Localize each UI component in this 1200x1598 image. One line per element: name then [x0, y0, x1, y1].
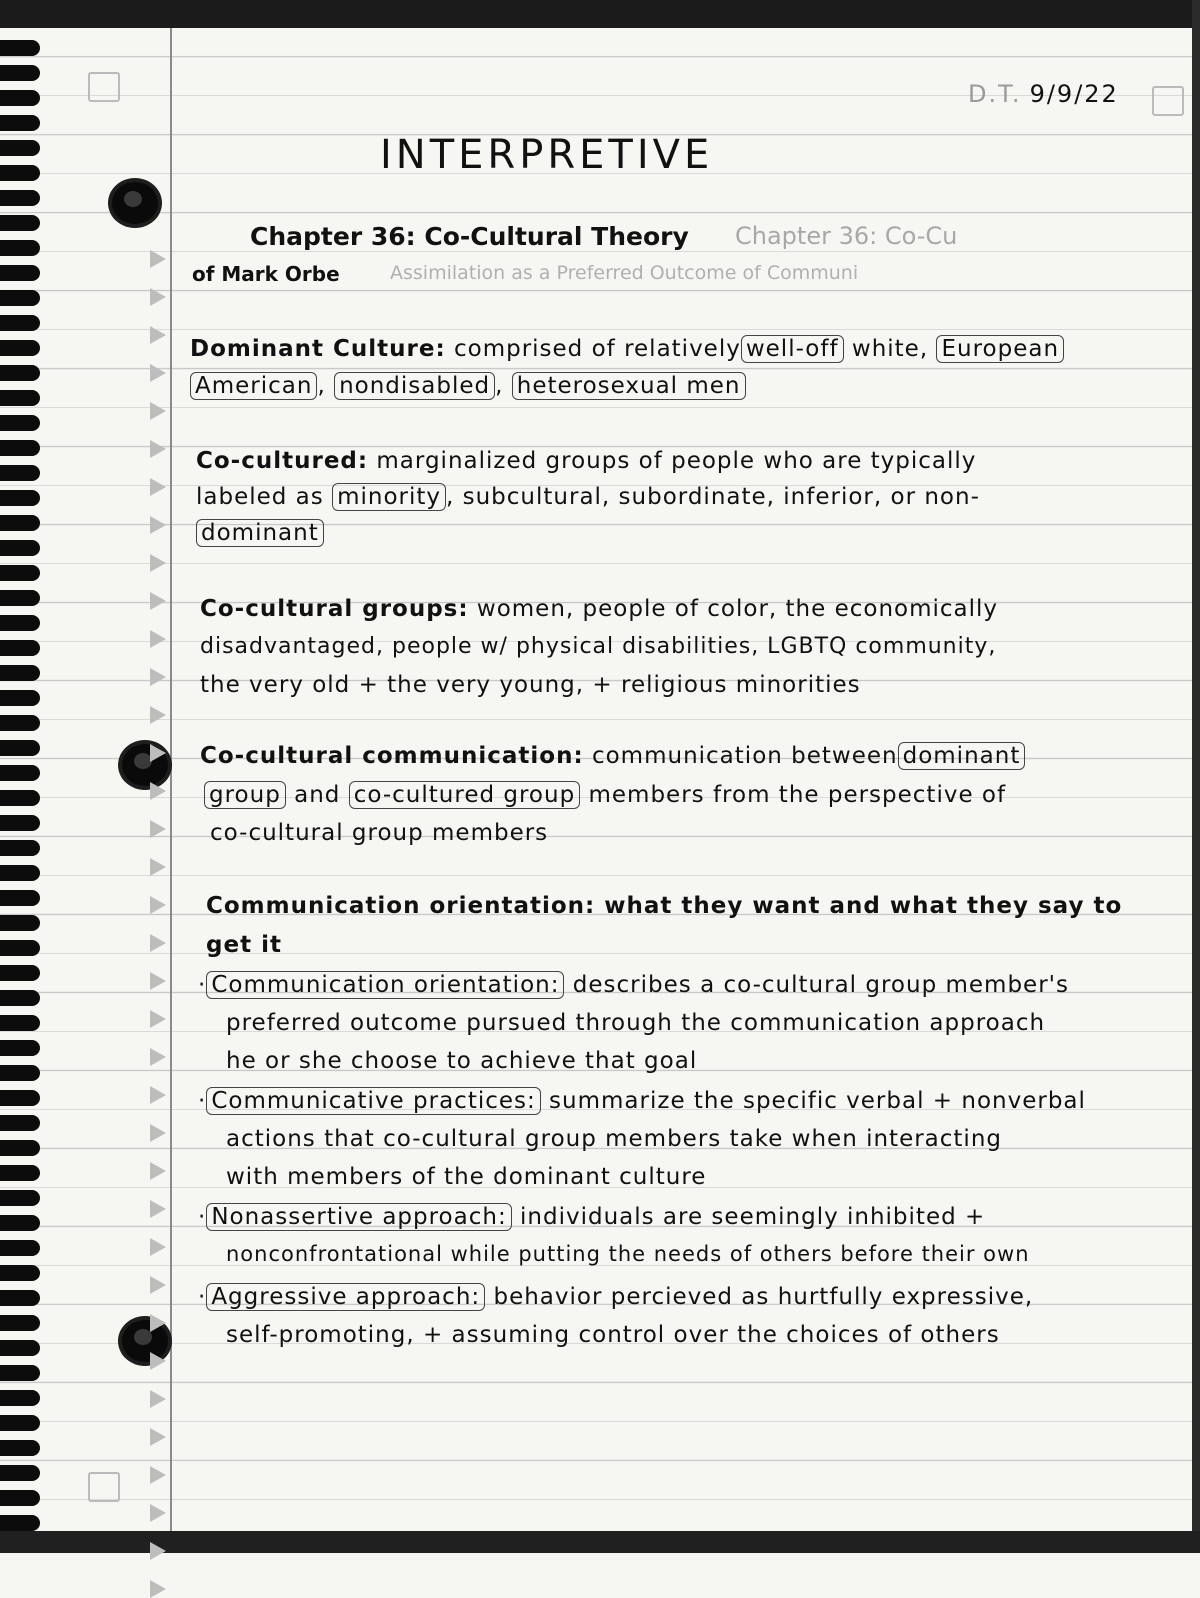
date-value: 9/9/22: [1029, 80, 1119, 108]
bullet-term: Communicative practices:: [206, 1087, 540, 1115]
definition-text: women, people of color, the economically: [476, 596, 999, 622]
spiral-coil: [0, 315, 40, 331]
margin-triangle-icon: [150, 1162, 166, 1180]
spiral-binding: [0, 40, 44, 1540]
margin-triangle-icon: [150, 326, 166, 344]
spiral-coil: [0, 565, 40, 581]
spiral-coil: [0, 1340, 40, 1356]
entry-co-cultural-groups-line2: disadvantaged, people w/ physical disabilities, LGBTQ community,: [200, 634, 997, 659]
bullet-line: actions that co-cultural group members take when interacting: [226, 1126, 1002, 1152]
spiral-coil: [0, 1390, 40, 1406]
spiral-coil: [0, 715, 40, 731]
spiral-coil: [0, 1090, 40, 1106]
margin-triangle-icon: [150, 440, 166, 458]
spiral-coil: [0, 340, 40, 356]
spiral-coil: [0, 515, 40, 531]
spiral-coil: [0, 915, 40, 931]
boxed-word: co-cultured group: [349, 781, 580, 809]
margin-triangle-icon: [150, 820, 166, 838]
bullet-line: nonconfrontational while putting the needs of others before their own: [226, 1242, 1030, 1266]
spiral-coil: [0, 1515, 40, 1531]
spiral-coil: [0, 215, 40, 231]
term: Co-cultured:: [196, 448, 369, 474]
spiral-coil: [0, 690, 40, 706]
corner-mark-icon: [1152, 86, 1184, 116]
spiral-coil: [0, 1290, 40, 1306]
spiral-coil: [0, 1440, 40, 1456]
chapter-heading: Chapter 36: Co-Cultural Theory: [250, 222, 689, 251]
margin-triangle-icon: [150, 1124, 166, 1142]
scan-edge-bottom: [0, 1531, 1200, 1553]
boxed-word: American: [190, 372, 317, 400]
margin-triangle-icon: [150, 402, 166, 420]
spiral-coil: [0, 90, 40, 106]
spiral-coil: [0, 165, 40, 181]
margin-triangle-icon: [150, 478, 166, 496]
entry-co-cultural-groups: [200, 596, 998, 622]
definition-text: members from the perspective of: [588, 782, 1007, 808]
spiral-coil: [0, 1215, 40, 1231]
spiral-coil: [0, 240, 40, 256]
margin-triangle-icon: [150, 1466, 166, 1484]
spiral-coil: [0, 65, 40, 81]
bullet-line: [198, 1088, 1086, 1114]
entry-dominant-culture-line2: [190, 373, 746, 399]
bullet-text: individuals are seemingly inhibited +: [511, 1204, 986, 1230]
margin-triangle-icon: [150, 1504, 166, 1522]
entry-dominant-culture: [190, 336, 1064, 362]
bullet-text: behavior percieved as hurtfully expressive,: [485, 1284, 1034, 1310]
margin-triangle-icon: [150, 1352, 166, 1370]
scan-edge-top: [0, 0, 1200, 28]
margin-triangle-icon: [150, 1276, 166, 1294]
bullet-line: [198, 1284, 1033, 1310]
boxed-word: well-off: [741, 335, 844, 363]
term: Co-cultural communication:: [200, 743, 584, 769]
margin-triangle-icon: [150, 516, 166, 534]
bullet-text: summarize the specific verbal + nonverbal: [540, 1088, 1086, 1114]
margin-triangle-icon: [150, 744, 166, 762]
definition-text: ,: [317, 373, 326, 399]
definition-text: comprised of relatively: [453, 336, 741, 362]
spiral-coil: [0, 1190, 40, 1206]
spiral-coil: [0, 365, 40, 381]
entry-co-cultured-line2: [196, 484, 980, 510]
definition-text: and: [294, 782, 341, 808]
margin-triangle-icon: [150, 1314, 166, 1332]
author-bleedthrough: Assimilation as a Preferred Outcome of Communi: [390, 262, 859, 284]
margin-triangle-icon: [150, 1580, 166, 1598]
margin-triangle-icon: [150, 554, 166, 572]
entry-co-cultured: [196, 448, 976, 474]
spiral-coil: [0, 740, 40, 756]
spiral-coil: [0, 990, 40, 1006]
spiral-coil: [0, 615, 40, 631]
spiral-coil: [0, 640, 40, 656]
bullet-line: [198, 972, 1069, 998]
spiral-coil: [0, 865, 40, 881]
spiral-coil: [0, 115, 40, 131]
date: [968, 80, 1119, 108]
date-faint: D.T.: [968, 80, 1022, 108]
bullet-line: he or she choose to achieve that goal: [226, 1048, 698, 1074]
spiral-coil: [0, 665, 40, 681]
spiral-coil: [0, 1040, 40, 1056]
spiral-coil: [0, 440, 40, 456]
margin-triangle-icon: [150, 706, 166, 724]
spiral-coil: [0, 140, 40, 156]
bullet-line: self-promoting, + assuming control over the choices of others: [226, 1322, 1000, 1348]
margin-triangle-icon: [150, 972, 166, 990]
spiral-coil: [0, 540, 40, 556]
margin-triangle-icon: [150, 858, 166, 876]
margin-triangle-icon: [150, 782, 166, 800]
margin-triangle-icon: [150, 934, 166, 952]
spiral-coil: [0, 1415, 40, 1431]
punch-hole: [108, 178, 162, 228]
spiral-coil: [0, 940, 40, 956]
spiral-coil: [0, 415, 40, 431]
definition-text: marginalized groups of people who are typically: [376, 448, 977, 474]
bullet-line: [198, 1204, 985, 1230]
definition-text: labeled as: [196, 484, 324, 510]
page-title: INTERPRETIVE: [380, 132, 714, 178]
entry-co-cultured-line3: [196, 520, 324, 546]
entry-co-cultural-groups-line3: the very old + the very young, + religious minorities: [200, 672, 861, 698]
spiral-coil: [0, 290, 40, 306]
boxed-word: minority: [332, 483, 446, 511]
spiral-coil: [0, 1065, 40, 1081]
margin-triangle-icon: [150, 896, 166, 914]
spiral-coil: [0, 1315, 40, 1331]
spiral-coil: [0, 1115, 40, 1131]
definition-text: white: [851, 336, 920, 362]
entry-communication-orientation-line2: get it: [206, 932, 282, 958]
definition-text: , subcultural, subordinate, inferior, or non-: [446, 484, 980, 510]
definition-text: what they want and what they say to: [604, 893, 1123, 919]
bullet-term: Aggressive approach:: [206, 1283, 485, 1311]
term: Dominant Culture:: [190, 336, 446, 362]
chapter-author: of Mark Orbe: [192, 262, 340, 286]
boxed-word: group: [204, 781, 286, 809]
spiral-coil: [0, 1465, 40, 1481]
scan-edge-right: [1192, 0, 1200, 1553]
spiral-coil: [0, 1140, 40, 1156]
corner-mark-icon: [88, 1472, 120, 1502]
margin-triangle-icon: [150, 1428, 166, 1446]
margin-triangle-icon: [150, 364, 166, 382]
entry-co-cultural-communication-line2: [204, 782, 1006, 808]
margin-triangle-icon: [150, 288, 166, 306]
spiral-coil: [0, 490, 40, 506]
spiral-coil: [0, 390, 40, 406]
margin-triangle-icon: [150, 1542, 166, 1560]
spiral-coil: [0, 1365, 40, 1381]
entry-communication-orientation: [206, 893, 1122, 919]
margin-line: [170, 28, 172, 1531]
margin-triangle-icon: [150, 1086, 166, 1104]
bullet-text: describes a co-cultural group member's: [564, 972, 1069, 998]
corner-mark-icon: [88, 72, 120, 102]
bullet-term: Nonassertive approach:: [206, 1203, 511, 1231]
definition-text: ,: [495, 373, 512, 399]
bullet-marker: ·: [198, 1204, 207, 1230]
bullet-marker: ·: [198, 972, 207, 998]
spiral-coil: [0, 765, 40, 781]
chapter-bleedthrough: Chapter 36: Co-Cu: [735, 222, 958, 250]
boxed-word: dominant: [196, 519, 324, 547]
margin-triangle-icon: [150, 1010, 166, 1028]
bullet-marker: ·: [198, 1284, 207, 1310]
margin-triangle-icon: [150, 1238, 166, 1256]
definition-text: ,: [919, 336, 937, 362]
spiral-coil: [0, 890, 40, 906]
margin-triangle-icon: [150, 1390, 166, 1408]
spiral-coil: [0, 1490, 40, 1506]
bullet-line: preferred outcome pursued through the communication approach: [226, 1010, 1046, 1036]
term: Co-cultural groups:: [200, 596, 469, 622]
margin-triangle-icon: [150, 668, 166, 686]
bullet-term: Communication orientation:: [206, 971, 564, 999]
boxed-word: nondisabled: [334, 372, 495, 400]
margin-triangle-icon: [150, 250, 166, 268]
boxed-word: dominant: [898, 742, 1026, 770]
margin-triangle-icon: [150, 630, 166, 648]
bullet-marker: ·: [198, 1088, 207, 1114]
spiral-coil: [0, 1240, 40, 1256]
definition-text: communication between: [591, 743, 898, 769]
spiral-coil: [0, 790, 40, 806]
boxed-word: European: [936, 335, 1064, 363]
spiral-coil: [0, 1165, 40, 1181]
entry-co-cultural-communication: [200, 743, 1025, 769]
spiral-coil: [0, 840, 40, 856]
spiral-coil: [0, 190, 40, 206]
bullet-line: with members of the dominant culture: [226, 1164, 707, 1190]
margin-triangle-icon: [150, 1048, 166, 1066]
spiral-coil: [0, 1015, 40, 1031]
term: Communication orientation:: [206, 893, 596, 919]
spiral-coil: [0, 1265, 40, 1281]
spiral-coil: [0, 590, 40, 606]
spiral-coil: [0, 465, 40, 481]
margin-triangle-icon: [150, 592, 166, 610]
spiral-coil: [0, 265, 40, 281]
boxed-word: heterosexual men: [512, 372, 746, 400]
margin-triangle-icon: [150, 1200, 166, 1218]
entry-co-cultural-communication-line3: co-cultural group members: [210, 820, 549, 846]
spiral-coil: [0, 40, 40, 56]
spiral-coil: [0, 815, 40, 831]
spiral-coil: [0, 965, 40, 981]
